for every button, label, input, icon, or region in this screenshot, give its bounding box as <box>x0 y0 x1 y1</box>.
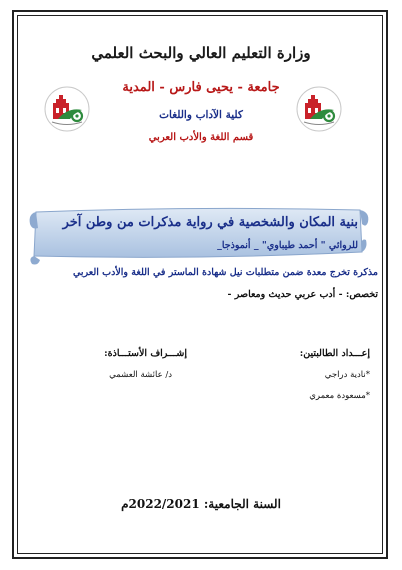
student-name: *نادية دراجي <box>324 370 370 380</box>
thesis-subtitle: للروائي " أحمد طيباوي" _ أنموذجا_ <box>217 240 358 251</box>
student-name: *مسعودة معمري <box>309 391 370 401</box>
academic-year: السنة الجامعية: 2022/2021م <box>121 497 281 511</box>
supervisor-label: إشـــراف الأستـــاذة: <box>104 348 187 359</box>
specialization: تخصص: - أدب عربي حديث ومعاصر - <box>227 289 378 300</box>
ministry-title: وزارة التعليم العالي والبحث العلمي <box>91 44 311 62</box>
memo-statement: مذكرة تخرج معدة ضمن متطلبات نيل شهادة الماستر في اللغة والأدب العربي <box>72 267 378 278</box>
title-banner <box>26 204 370 266</box>
university-name: جامعة - يحيى فارس - المدية <box>122 80 280 95</box>
department-name: قسم اللغة والأدب العربي <box>148 132 254 143</box>
university-logo-icon <box>296 86 342 132</box>
university-logo-icon <box>44 86 90 132</box>
supervisor-name: د/ عائشة العشمي <box>109 370 172 380</box>
thesis-title: بنية المكان والشخصية في رواية مذكرات من وطن آخر <box>62 215 358 230</box>
students-label: إعـــداد الطالبتين: <box>299 348 370 359</box>
faculty-name: كلية الآداب واللغات <box>159 109 243 121</box>
